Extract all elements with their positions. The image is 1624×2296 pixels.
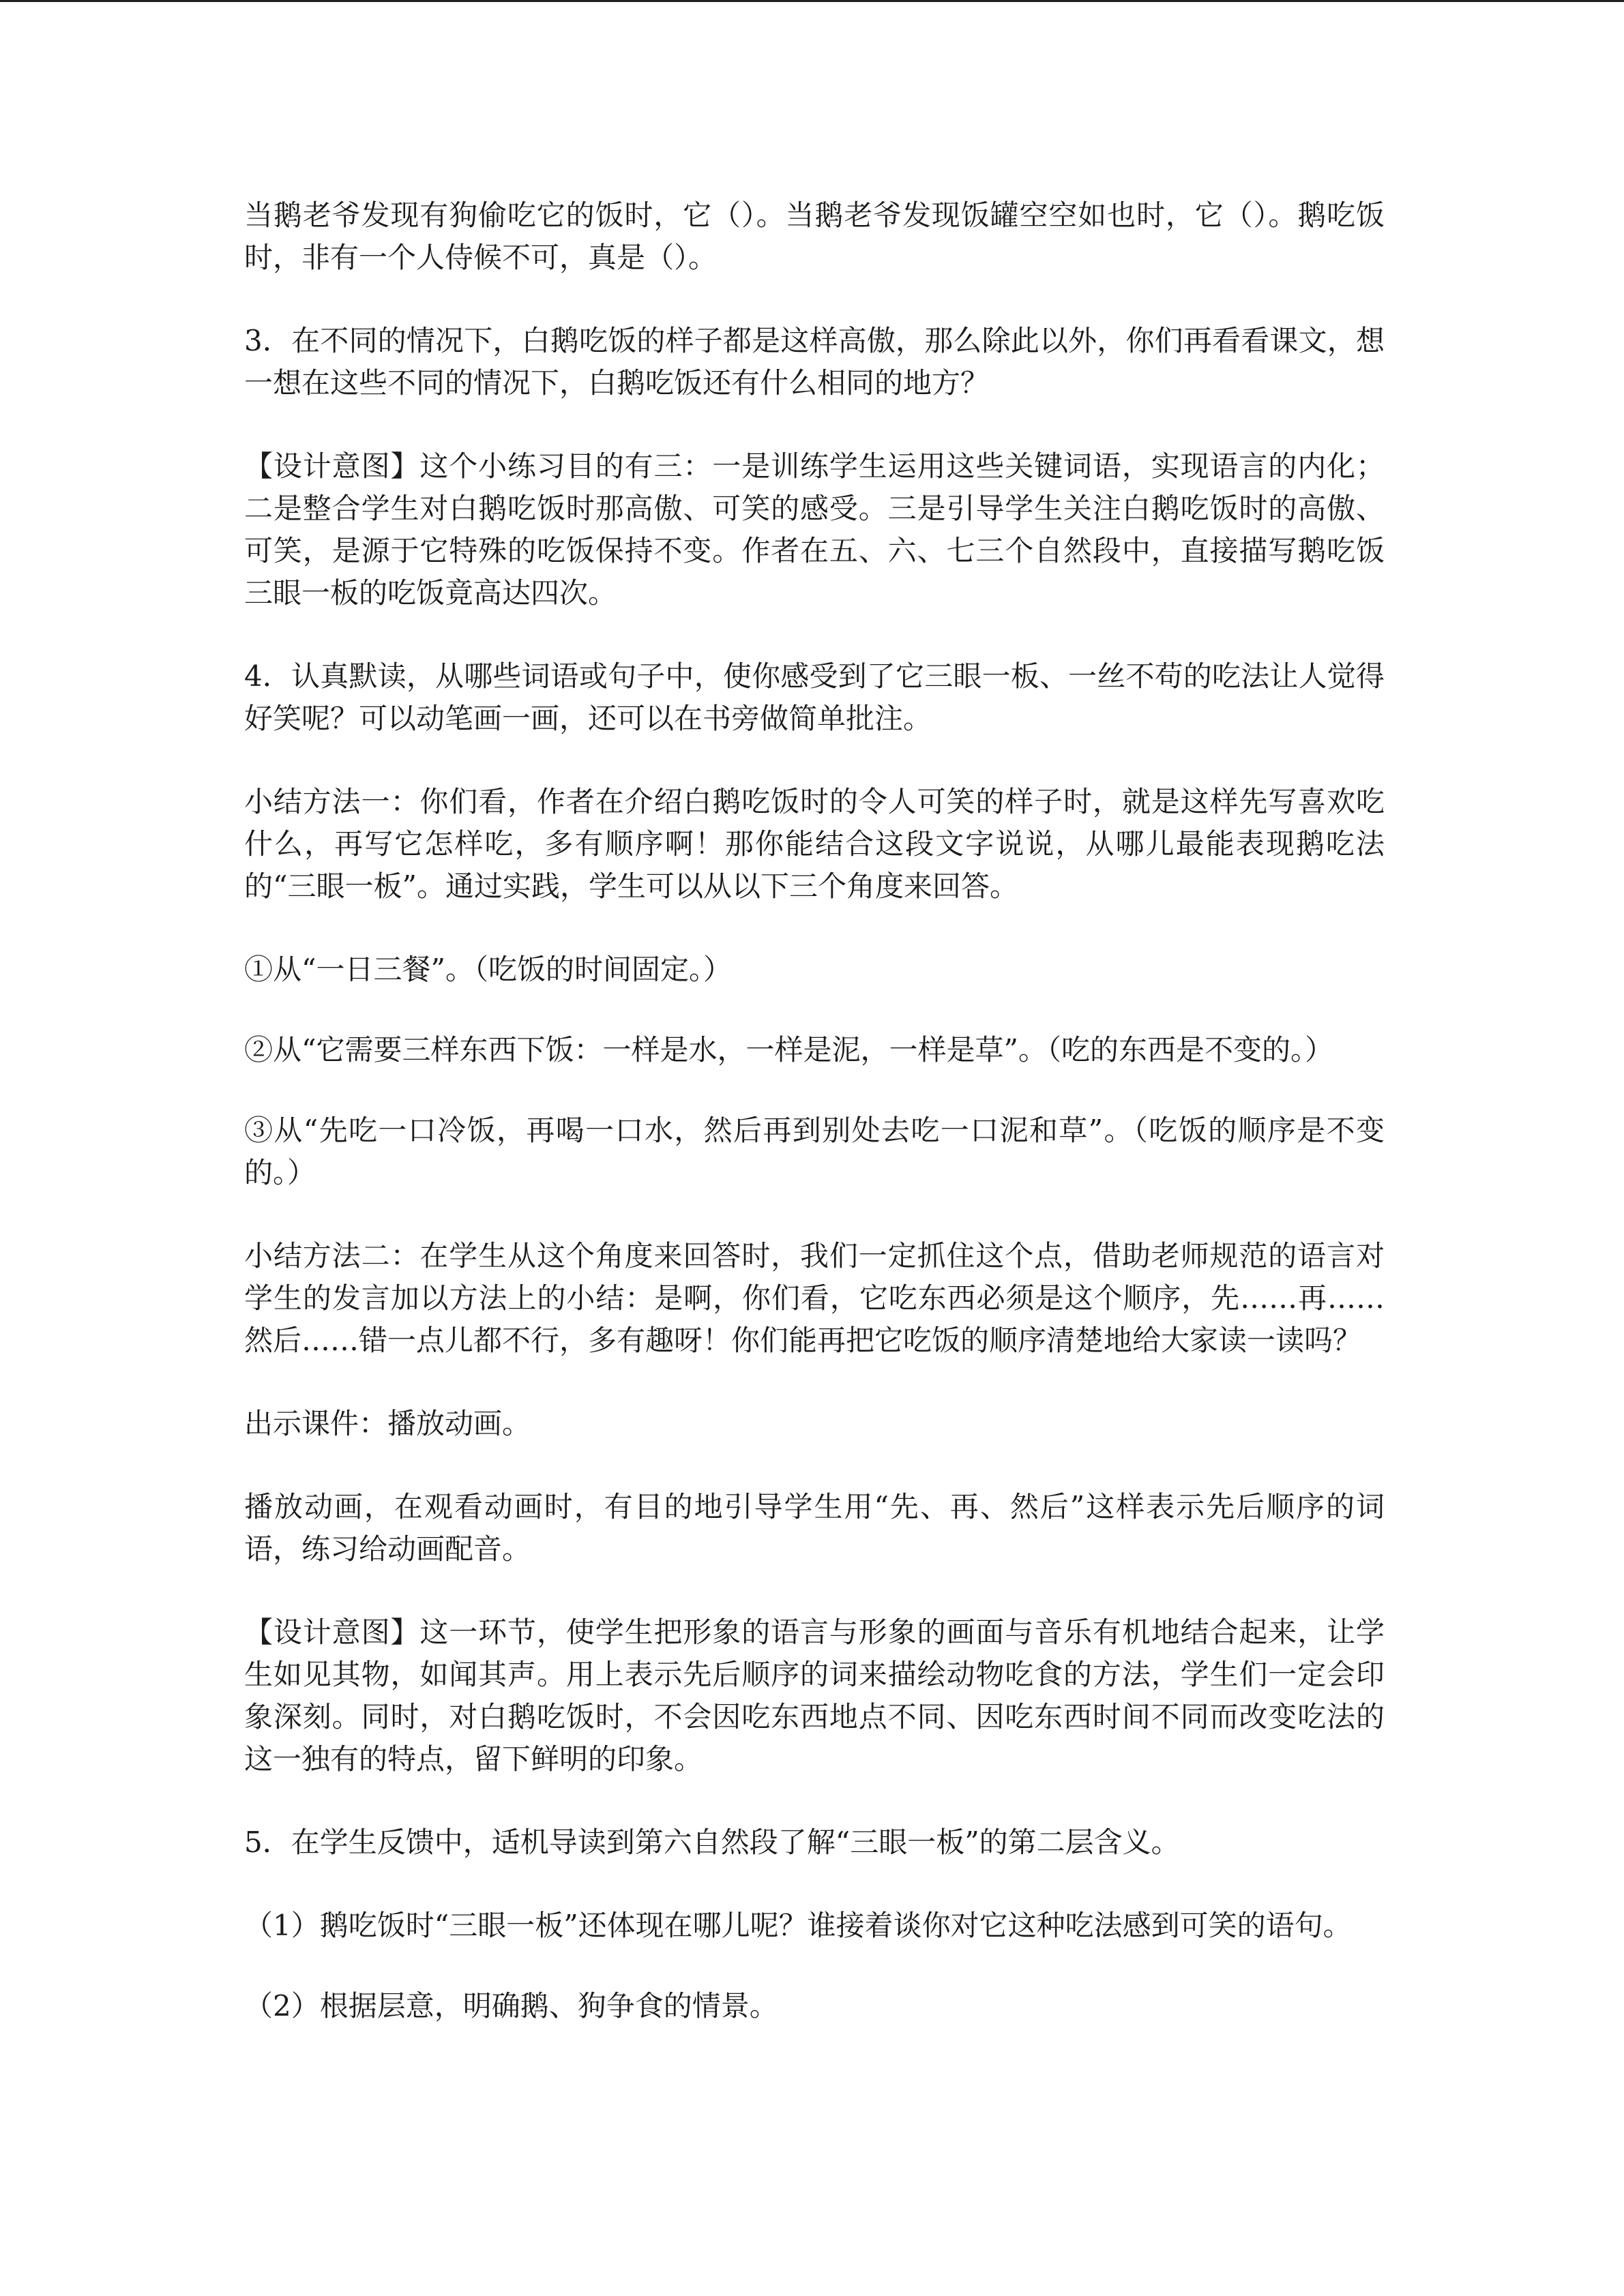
paragraph-point-2: ②从“它需要三样东西下饭：一样是水，一样是泥，一样是草”。（吃的东西是不变的。）: [244, 1033, 1333, 1067]
top-border-line: [0, 0, 1624, 2]
paragraph-sub-question-2: （2）根据层意，明确鹅、狗争食的情景。: [244, 1989, 778, 2023]
paragraph-show-courseware: 出示课件：播放动画。: [244, 1407, 531, 1440]
paragraph-question-5: 5．在学生反馈中，适机导读到第六自然段了解“三眼一板”的第二层含义。: [244, 1825, 1180, 1859]
paragraph-design-intent-2: 【设计意图】这一环节，使学生把形象的语言与形象的画面与音乐有机地结合起来，让学生如见其物，如闻其声。用上表示先后顺序的词来描绘动物吃食的方法，学生们一定会印象深刻。同时，对白鹅吃饭时，不会因吃东西地点不同、因吃东西时间不同而改变吃法的这一独有的特点，留下鲜明的印象。: [244, 1615, 1385, 1776]
paragraph-question-3: 3．在不同的情况下，白鹅吃饭的样子都是这样高傲，那么除此以外，你们再看看课文，想一想在这些不同的情况下，白鹅吃饭还有什么相同的地方？: [244, 324, 1385, 400]
paragraph-question-4: 4．认真默读，从哪些词语或句子中，使你感受到了它三眼一板、一丝不苟的吃法让人觉得好笑呢？可以动笔画一画，还可以在书旁做简单批注。: [244, 659, 1385, 735]
document-body: [244, 194, 1385, 2068]
paragraph-summary-method-2: 小结方法二：在学生从这个角度来回答时，我们一定抓住这个点，借助老师规范的语言对学生的发言加以方法上的小结：是啊，你们看，它吃东西必须是这个顺序，先……再……然后……错一点儿都不行，多有趣呀！你们能再把它吃饭的顺序清楚地给大家读一读吗？: [244, 1239, 1385, 1357]
paragraph-point-1: ①从“一日三餐”。（吃饭的时间固定。）: [244, 953, 732, 986]
paragraph-play-animation: 播放动画，在观看动画时，有目的地引导学生用“先、再、然后”这样表示先后顺序的词语，练习给动画配音。: [244, 1490, 1385, 1566]
paragraph-sub-question-1: （1）鹅吃饭时“三眼一板”还体现在哪儿呢？谁接着谈你对它这种吃法感到可笑的语句。: [244, 1909, 1352, 1942]
paragraph-fill-in-blanks: 当鹅老爷发现有狗偷吃它的饭时，它（）。当鹅老爷发现饭罐空空如也时，它（）。鹅吃饭时，非有一个人侍候不可，真是（）。: [244, 198, 1385, 274]
paragraph-point-3: ③从“先吃一口冷饭，再喝一口水，然后再到别处去吃一口泥和草”。（吃饭的顺序是不变的。）: [244, 1114, 1385, 1189]
paragraph-design-intent-1: 【设计意图】这个小练习目的有三：一是训练学生运用这些关键词语，实现语言的内化；二是整合学生对白鹅吃饭时那高傲、可笑的感受。三是引导学生关注白鹅吃饭时的高傲、可笑，是源于它特殊的吃饭保持不变。作者在五、六、七三个自然段中，直接描写鹅吃饭三眼一板的吃饭竟高达四次。: [244, 449, 1385, 610]
paragraph-summary-method-1: 小结方法一：你们看，作者在介绍白鹅吃饭时的令人可笑的样子时，就是这样先写喜欢吃什么，再写它怎样吃，多有顺序啊！那你能结合这段文字说说，从哪儿最能表现鹅吃法的“三眼一板”。通过实践，学生可以从以下三个角度来回答。: [244, 785, 1385, 903]
